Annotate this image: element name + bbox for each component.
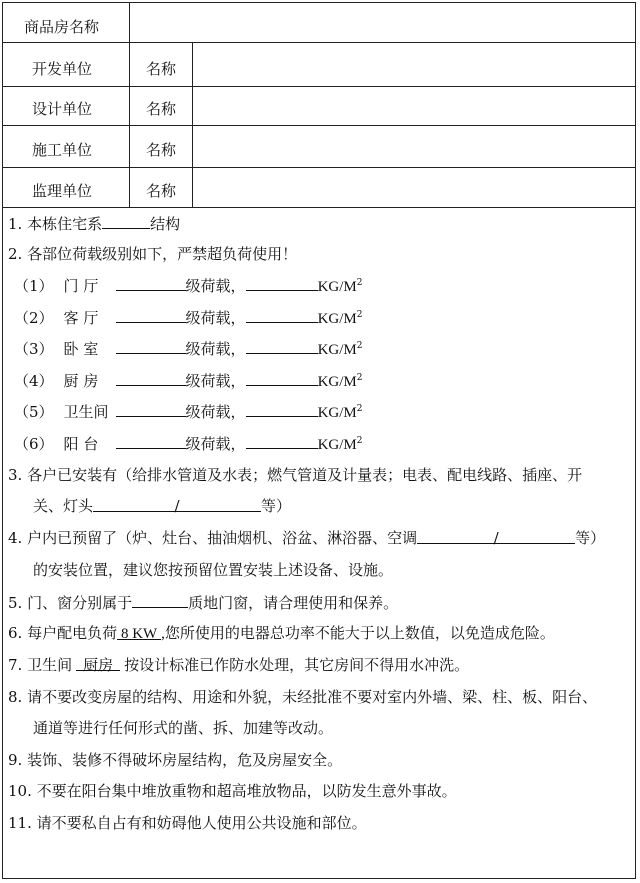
load-row: （5） 卫生间 级荷载， $KG/M^2$ — [14, 403, 363, 421]
row-divider — [2, 86, 636, 87]
item-3-line-2: 关、灯头 / 等） — [33, 497, 292, 515]
item-1: 1. 本栋住宅系 结构 — [8, 215, 181, 233]
row-divider — [2, 42, 636, 43]
load-level-blank[interactable] — [116, 434, 186, 449]
load-level-blank[interactable] — [116, 402, 186, 417]
load-row: （6） 阳 台 级荷载， $KG/M^2$ — [14, 435, 363, 453]
load-value-blank[interactable] — [246, 402, 318, 417]
item-2: 2. 各部位荷载级别如下，严禁超负荷使用！ — [8, 245, 298, 263]
contractor-label: 施工单位 — [32, 141, 93, 159]
row-divider — [2, 207, 636, 208]
row-divider — [2, 167, 636, 168]
item-10: 10. 不要在阳台集中堆放重物和超高堆放物品，以防发生意外事故。 — [8, 782, 457, 800]
load-level-blank[interactable] — [116, 276, 186, 291]
developer-name-field[interactable] — [196, 48, 632, 82]
load-row: （3） 卧 室 级荷载， $KG/M^2$ — [14, 340, 363, 358]
load-value-blank[interactable] — [246, 276, 318, 291]
load-level-blank[interactable] — [116, 339, 186, 354]
item-4-line-2: 的安装位置，建议您按预留位置安装上述设备、设施。 — [33, 561, 394, 579]
load-level-blank[interactable] — [116, 308, 186, 323]
item-11: 11. 请不要私自占有和妨碍他人使用公共设施和部位。 — [8, 814, 367, 832]
item-9: 9. 装饰、装修不得破坏房屋结构，危及房屋安全。 — [8, 751, 343, 769]
power-load-value[interactable]: 8 KW — [117, 625, 161, 640]
item-8-line-2: 通道等进行任何形式的凿、拆、加建等改动。 — [33, 719, 334, 737]
developer-name-label: 名称 — [146, 60, 177, 78]
contractor-name-label: 名称 — [146, 141, 177, 159]
load-value-blank[interactable] — [246, 308, 318, 323]
load-value-blank[interactable] — [246, 339, 318, 354]
load-row: （2） 客 厅 级荷载， $KG/M^2$ — [14, 309, 363, 327]
project-name-label: 商品房名称 — [24, 18, 100, 36]
project-name-field[interactable] — [132, 6, 632, 38]
item-6: 6. 每户配电负荷 8 KW ,您所使用的电器总功率不能大于以上数值，以免造成危险。 — [8, 624, 555, 642]
load-row: （1） 门 厅 级荷载， $KG/M^2$ — [14, 277, 363, 295]
load-level-blank[interactable] — [116, 371, 186, 386]
load-row: （4） 厨 房 级荷载， $KG/M^2$ — [14, 372, 363, 390]
developer-label: 开发单位 — [32, 60, 93, 78]
structure-blank[interactable] — [102, 214, 150, 229]
item-8-line-1: 8. 请不要改变房屋的结构、用途和外貌，未经批准不要对室内外墙、梁、柱、板、阳台、 — [8, 688, 598, 706]
item-4-line-1: 4. 户内已预留了（炉、灶台、抽油烟机、浴盆、淋浴器、空调 / 等） — [8, 529, 606, 547]
item-5: 5. 门、窗分别属于 质地门窗，请合理使用和保养。 — [8, 594, 399, 612]
designer-label: 设计单位 — [32, 100, 93, 118]
col-divider — [192, 42, 193, 207]
supervisor-name-field[interactable] — [196, 172, 632, 204]
material-blank[interactable] — [132, 593, 188, 608]
supervisor-name-label: 名称 — [146, 182, 177, 200]
row-divider — [2, 125, 636, 126]
item-3-line-1: 3. 各户已安装有（给排水管道及水表；燃气管道及计量表；电表、配电线路、插座、开 — [8, 466, 583, 484]
supervisor-label: 监理单位 — [32, 182, 93, 200]
waterproof-room-value[interactable]: 厨房 — [76, 656, 120, 671]
col-divider — [129, 2, 130, 207]
reserved-blank[interactable]: / — [417, 529, 575, 544]
designer-name-label: 名称 — [146, 100, 177, 118]
load-value-blank[interactable] — [246, 434, 318, 449]
item-7: 7. 卫生间 厨房 按设计标准已作防水处理，其它房间不得用水冲洗。 — [8, 656, 470, 674]
contractor-name-field[interactable] — [196, 130, 632, 163]
fixtures-blank[interactable]: / — [93, 497, 261, 512]
load-value-blank[interactable] — [246, 371, 318, 386]
designer-name-field[interactable] — [196, 90, 632, 122]
